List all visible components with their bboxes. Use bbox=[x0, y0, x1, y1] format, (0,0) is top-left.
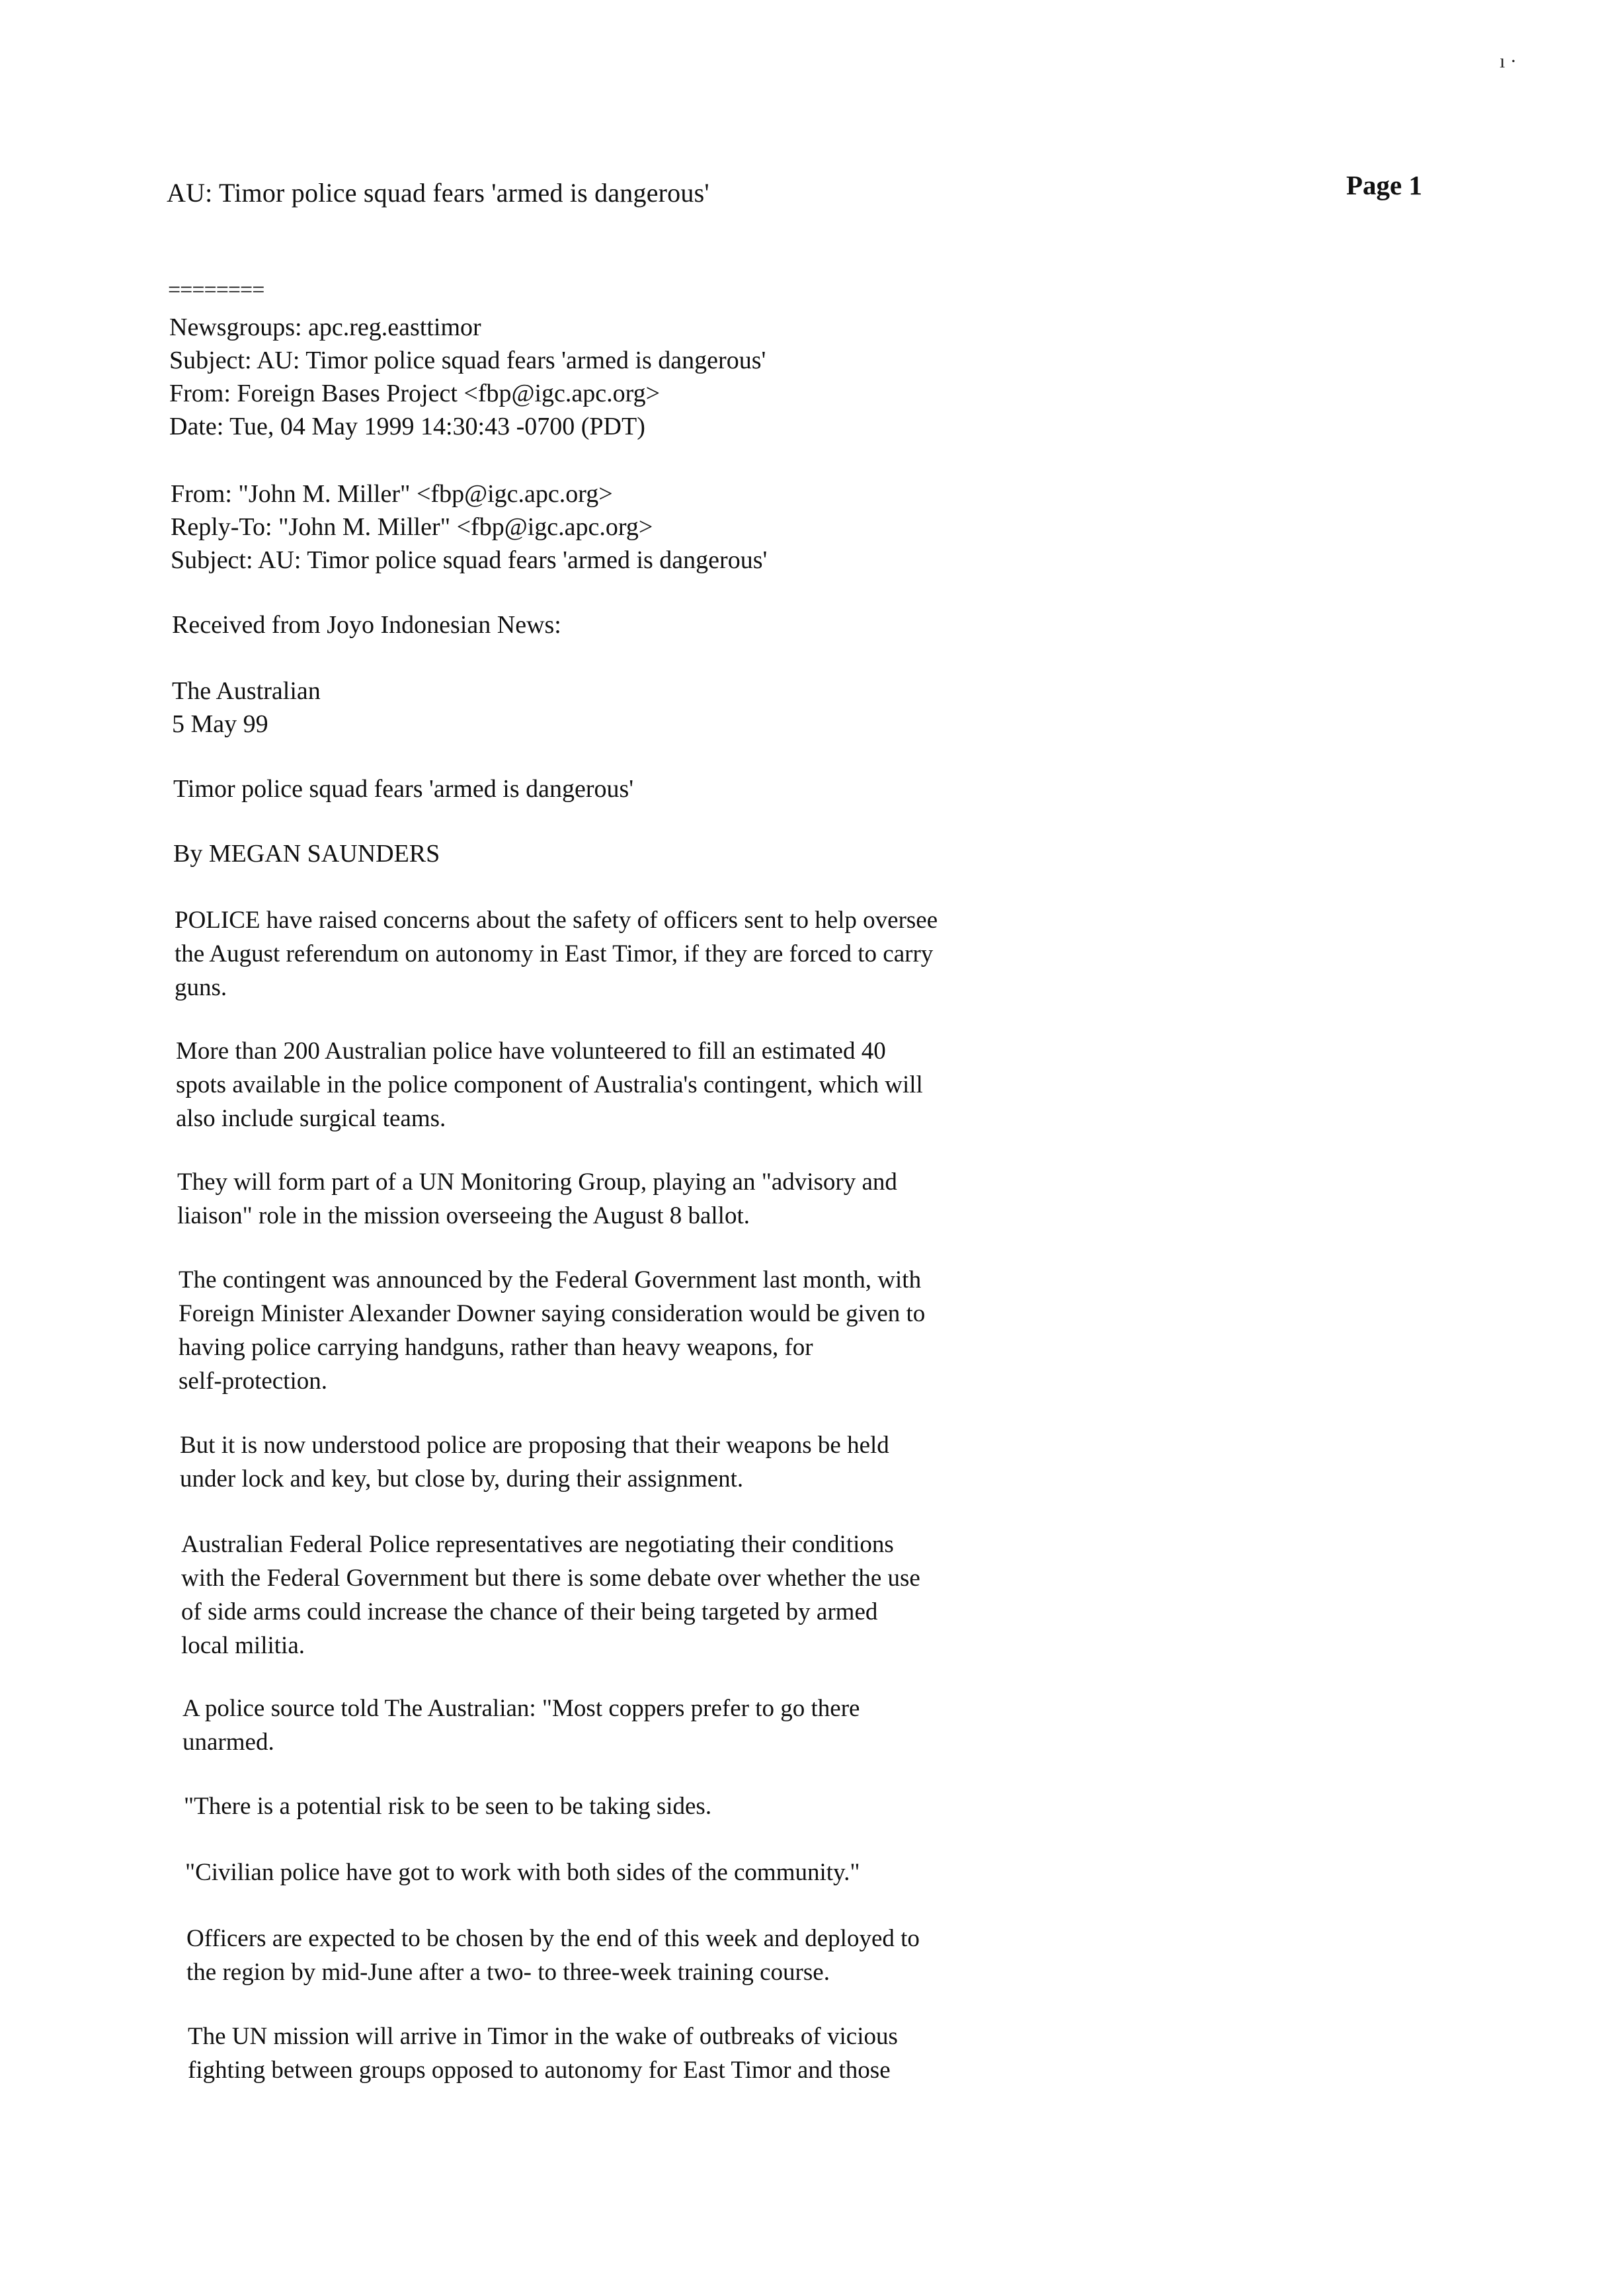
paragraph-line: POLICE have raised concerns about the safety of officers sent to help oversee bbox=[175, 907, 938, 934]
page-number: Page 1 bbox=[1346, 170, 1422, 200]
article-paragraph bbox=[184, 1789, 711, 1823]
source-block bbox=[172, 675, 321, 741]
paragraph-line: The UN mission will arrive in Timor in the wake of outbreaks of vicious bbox=[188, 2023, 898, 2050]
paragraph-line: having police carrying handguns, rather than heavy weapons, for bbox=[179, 1334, 813, 1361]
article-paragraph bbox=[179, 1263, 925, 1398]
paragraph-line: the region by mid-June after a two- to three-week training course. bbox=[186, 1959, 830, 1986]
forward-from: From: "John M. Miller" <fbp@igc.apc.org> bbox=[171, 480, 613, 508]
article-paragraph bbox=[185, 1856, 860, 1889]
article-paragraph bbox=[177, 1165, 897, 1233]
paragraph-line: Officers are expected to be chosen by the end of this week and deployed to bbox=[186, 1925, 920, 1952]
paragraph-line: They will form part of a UN Monitoring Group, playing an "advisory and bbox=[177, 1168, 897, 1196]
paragraph-line: also include surgical teams. bbox=[176, 1105, 446, 1132]
received-line: Received from Joyo Indonesian News: bbox=[172, 611, 561, 639]
forward-subject: Subject: AU: Timor police squad fears 'armed is dangerous' bbox=[171, 546, 768, 574]
paragraph-line: Foreign Minister Alexander Downer saying consideration would be given to bbox=[179, 1300, 926, 1327]
paragraph-line: Australian Federal Police representatives are negotiating their conditions bbox=[181, 1531, 894, 1558]
article-paragraph bbox=[175, 903, 938, 1004]
article-paragraph bbox=[186, 1922, 920, 1989]
article-paragraph bbox=[176, 1034, 923, 1135]
paragraph-line: local militia. bbox=[181, 1632, 305, 1659]
paragraph-line: fighting between groups opposed to autonomy for East Timor and those bbox=[188, 2057, 891, 2084]
paragraph-line: liaison" role in the mission overseeing the August 8 ballot. bbox=[177, 1202, 750, 1229]
newsgroup-headers bbox=[169, 311, 766, 443]
header-date: Date: Tue, 04 May 1999 14:30:43 -0700 (PDT) bbox=[169, 413, 645, 440]
paragraph-line: guns. bbox=[175, 974, 227, 1001]
forward-headers bbox=[171, 477, 767, 577]
paragraph-line: under lock and key, but close by, during their assignment. bbox=[180, 1465, 744, 1493]
separator-line: ======== bbox=[168, 278, 264, 302]
paragraph-line: spots available in the police component of Australia's contingent, which will bbox=[176, 1071, 923, 1098]
paragraph-line: But it is now understood police are proposing that their weapons be held bbox=[180, 1432, 889, 1459]
paragraph-line: the August referendum on autonomy in East Timor, if they are forced to carry bbox=[175, 940, 934, 967]
article-paragraph bbox=[188, 2020, 898, 2087]
paragraph-line: "Civilian police have got to work with both sides of the community." bbox=[185, 1859, 860, 1886]
article-paragraph bbox=[181, 1528, 920, 1662]
source-date: 5 May 99 bbox=[172, 710, 268, 738]
header-newsgroups: Newsgroups: apc.reg.easttimor bbox=[169, 313, 481, 341]
article-paragraph bbox=[180, 1428, 889, 1496]
paragraph-line: with the Federal Government but there is some debate over whether the use bbox=[181, 1565, 920, 1592]
source-publication: The Australian bbox=[172, 677, 321, 705]
paragraph-line: The contingent was announced by the Federal Government last month, with bbox=[179, 1266, 922, 1293]
article-paragraph bbox=[182, 1692, 860, 1759]
paragraph-line: unarmed. bbox=[182, 1729, 274, 1756]
article-byline: By MEGAN SAUNDERS bbox=[173, 840, 440, 868]
header-subject: Subject: AU: Timor police squad fears 'armed is dangerous' bbox=[169, 347, 766, 374]
paragraph-line: More than 200 Australian police have volunteered to fill an estimated 40 bbox=[176, 1038, 886, 1065]
document-title: AU: Timor police squad fears 'armed is dangerous' bbox=[167, 178, 709, 208]
paragraph-line: of side arms could increase the chance of their being targeted by armed bbox=[181, 1598, 878, 1625]
paragraph-line: self-protection. bbox=[179, 1368, 327, 1395]
forward-reply-to: Reply-To: "John M. Miller" <fbp@igc.apc.org> bbox=[171, 513, 653, 541]
paragraph-line: "There is a potential risk to be seen to be taking sides. bbox=[184, 1793, 712, 1820]
header-from: From: Foreign Bases Project <fbp@igc.apc.org> bbox=[169, 380, 661, 407]
article-headline: Timor police squad fears 'armed is dangerous' bbox=[173, 775, 634, 803]
paragraph-line: A police source told The Australian: "Most coppers prefer to go there bbox=[182, 1695, 860, 1722]
corner-scan-mark: ı · bbox=[1500, 50, 1517, 72]
